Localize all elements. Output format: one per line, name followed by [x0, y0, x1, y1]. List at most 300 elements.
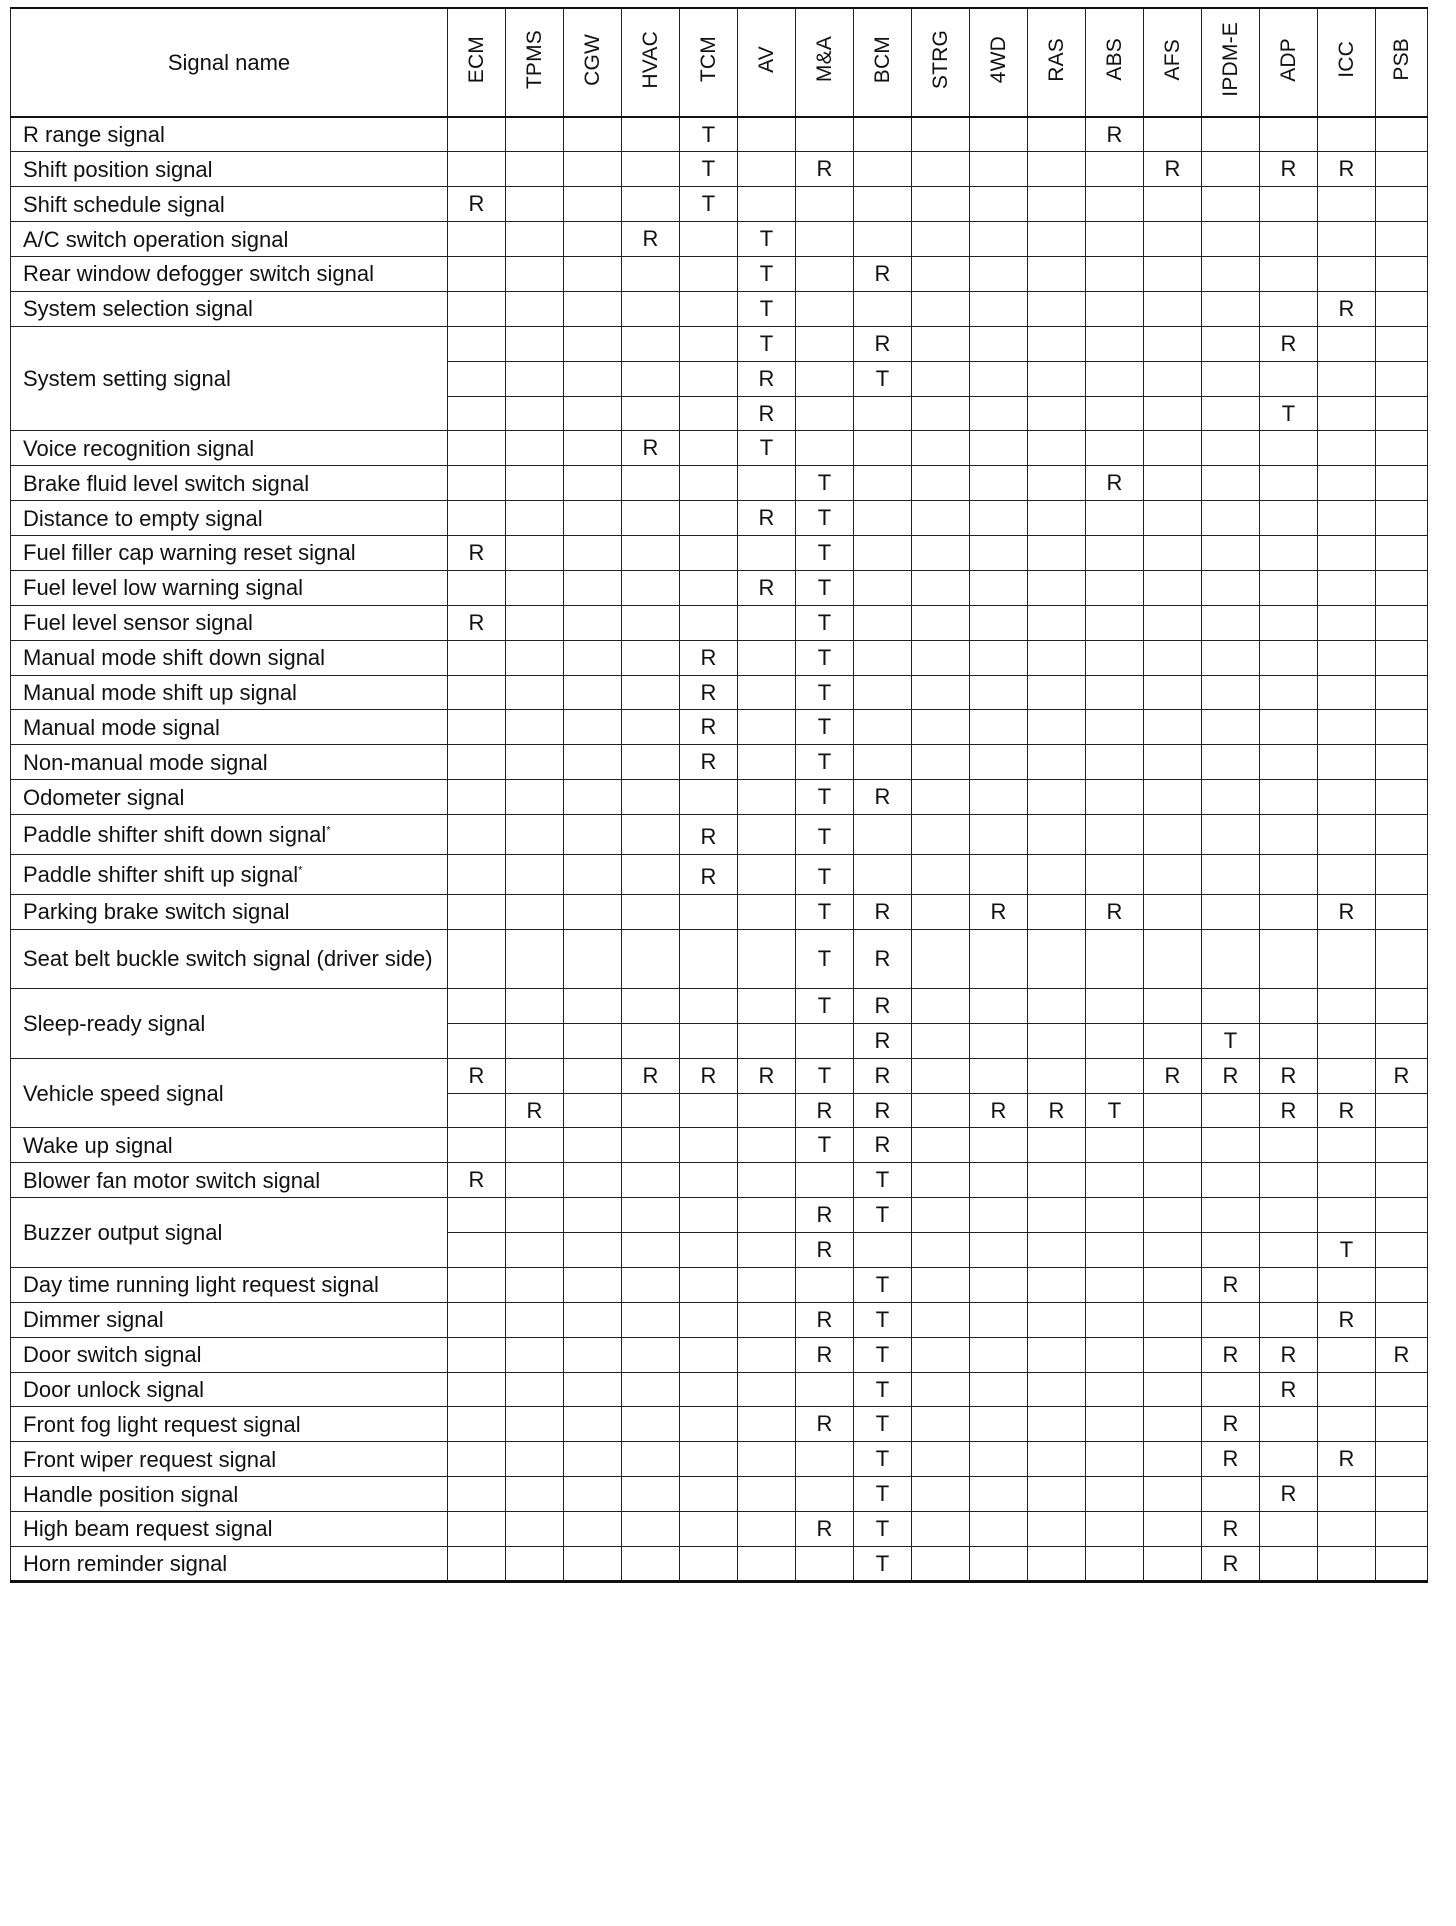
signal-cell — [1028, 1267, 1086, 1302]
signal-cell — [564, 396, 622, 431]
signal-cell — [912, 1477, 970, 1512]
signal-cell — [1318, 431, 1376, 466]
table-row — [11, 855, 1428, 895]
signal-cell — [680, 1233, 738, 1268]
signal-cell — [1028, 605, 1086, 640]
signal-cell — [1260, 1512, 1318, 1547]
signal-cell — [1318, 1477, 1376, 1512]
table-row — [11, 1337, 1428, 1372]
signal-name-cell — [11, 640, 448, 675]
signal-cell — [1028, 326, 1086, 361]
table-row — [11, 675, 1428, 710]
unit-header — [1086, 8, 1144, 117]
signal-cell — [854, 675, 912, 710]
signal-cell: R — [1318, 1442, 1376, 1477]
signal-cell — [796, 291, 854, 326]
signal-cell — [796, 1546, 854, 1581]
signal-cell: R — [1086, 466, 1144, 501]
signal-cell — [564, 1372, 622, 1407]
signal-cell — [680, 257, 738, 292]
table-row — [11, 895, 1428, 930]
signal-cell: R — [1144, 152, 1202, 187]
signal-cell: R — [970, 1093, 1028, 1128]
signal-cell — [1028, 1512, 1086, 1547]
signal-cell: R — [448, 536, 506, 571]
signal-cell — [506, 257, 564, 292]
signal-cell: R — [680, 1058, 738, 1093]
table-row — [11, 117, 1428, 152]
table-row — [11, 222, 1428, 257]
signal-cell — [1202, 1233, 1260, 1268]
signal-cell — [1376, 929, 1428, 988]
signal-name: Non-manual mode signal — [23, 749, 268, 775]
signal-cell: R — [622, 431, 680, 466]
signal-cell — [1318, 222, 1376, 257]
signal-cell: T — [796, 605, 854, 640]
signal-name-cell — [11, 222, 448, 257]
signal-cell — [448, 710, 506, 745]
signal-cell — [738, 466, 796, 501]
unit-header — [1028, 8, 1086, 117]
signal-cell — [1376, 1023, 1428, 1058]
signal-cell — [1260, 745, 1318, 780]
signal-cell — [796, 1267, 854, 1302]
signal-cell: T — [738, 222, 796, 257]
signal-cell — [1086, 745, 1144, 780]
table-row — [11, 605, 1428, 640]
signal-cell — [854, 1233, 912, 1268]
signal-cell — [1144, 536, 1202, 571]
signal-cell: R — [1202, 1267, 1260, 1302]
signal-table — [10, 7, 1428, 1583]
table-row — [11, 291, 1428, 326]
signal-cell — [1144, 675, 1202, 710]
signal-cell — [912, 929, 970, 988]
signal-cell — [564, 855, 622, 895]
signal-cell — [1260, 855, 1318, 895]
signal-cell — [1028, 710, 1086, 745]
signal-cell — [506, 466, 564, 501]
signal-cell — [1144, 745, 1202, 780]
signal-cell — [970, 431, 1028, 466]
signal-cell — [1318, 988, 1376, 1023]
signal-cell: R — [854, 1023, 912, 1058]
signal-cell — [912, 257, 970, 292]
signal-cell — [1376, 361, 1428, 396]
signal-cell: T — [1318, 1233, 1376, 1268]
signal-cell — [912, 152, 970, 187]
signal-name: Odometer signal — [23, 784, 185, 810]
signal-name: Paddle shifter shift up signal — [23, 862, 299, 887]
signal-name: Brake fluid level switch signal — [23, 470, 310, 496]
signal-cell — [1260, 1546, 1318, 1581]
signal-cell — [796, 1477, 854, 1512]
signal-cell — [1376, 745, 1428, 780]
signal-cell — [1028, 501, 1086, 536]
table-row — [11, 570, 1428, 605]
signal-cell — [448, 1337, 506, 1372]
signal-cell — [912, 466, 970, 501]
signal-cell — [506, 1302, 564, 1337]
signal-cell — [1086, 1198, 1144, 1233]
signal-cell — [796, 396, 854, 431]
signal-cell — [912, 187, 970, 222]
signal-cell — [912, 605, 970, 640]
signal-cell — [912, 1512, 970, 1547]
signal-cell: T — [796, 855, 854, 895]
signal-cell — [1144, 1407, 1202, 1442]
signal-cell — [506, 1477, 564, 1512]
signal-name: Horn reminder signal — [23, 1550, 228, 1576]
signal-cell — [1086, 431, 1144, 466]
signal-cell: R — [680, 710, 738, 745]
signal-cell — [622, 1023, 680, 1058]
signal-name-cell — [11, 605, 448, 640]
signal-cell — [1260, 640, 1318, 675]
signal-cell — [1086, 222, 1144, 257]
signal-cell — [970, 1163, 1028, 1198]
signal-cell — [448, 929, 506, 988]
signal-cell — [738, 1442, 796, 1477]
signal-cell — [564, 1093, 622, 1128]
signal-cell — [1086, 988, 1144, 1023]
signal-cell: T — [680, 152, 738, 187]
signal-cell: R — [448, 1163, 506, 1198]
signal-cell — [1376, 117, 1428, 152]
signal-cell: R — [796, 1407, 854, 1442]
signal-cell — [1028, 929, 1086, 988]
signal-cell — [912, 1198, 970, 1233]
signal-cell — [622, 1442, 680, 1477]
signal-cell — [1202, 675, 1260, 710]
signal-cell: R — [1318, 1093, 1376, 1128]
signal-cell — [1260, 1233, 1318, 1268]
signal-cell: T — [1086, 1093, 1144, 1128]
signal-name-cell — [11, 988, 448, 1058]
signal-cell — [1028, 1128, 1086, 1163]
signal-name: Parking brake switch signal — [23, 899, 290, 925]
signal-cell — [564, 710, 622, 745]
signal-name-cell — [11, 1512, 448, 1547]
signal-cell — [1086, 187, 1144, 222]
signal-cell — [680, 361, 738, 396]
signal-name: Blower fan motor switch signal — [23, 1167, 321, 1193]
signal-cell — [506, 855, 564, 895]
signal-cell — [1086, 536, 1144, 571]
signal-cell — [622, 780, 680, 815]
unit-header — [680, 8, 738, 117]
signal-cell: T — [796, 780, 854, 815]
signal-cell: R — [738, 361, 796, 396]
signal-cell — [1202, 1198, 1260, 1233]
signal-cell: T — [738, 291, 796, 326]
signal-cell — [448, 1372, 506, 1407]
unit-header — [506, 8, 564, 117]
signal-cell — [1260, 1128, 1318, 1163]
signal-cell — [564, 117, 622, 152]
signal-cell — [854, 815, 912, 855]
signal-cell — [1144, 1128, 1202, 1163]
signal-cell — [970, 1058, 1028, 1093]
signal-cell — [1318, 1267, 1376, 1302]
signal-cell — [680, 1198, 738, 1233]
signal-cell: R — [680, 815, 738, 855]
signal-cell — [448, 675, 506, 710]
signal-cell — [738, 1477, 796, 1512]
signal-cell — [622, 152, 680, 187]
signal-cell — [448, 501, 506, 536]
signal-cell — [1144, 1302, 1202, 1337]
signal-cell: T — [854, 1442, 912, 1477]
signal-cell — [912, 1337, 970, 1372]
signal-name-cell — [11, 466, 448, 501]
signal-cell — [680, 466, 738, 501]
signal-cell — [622, 1233, 680, 1268]
signal-cell — [1318, 396, 1376, 431]
signal-cell — [1028, 640, 1086, 675]
table-row — [11, 326, 1428, 361]
signal-cell: T — [680, 117, 738, 152]
signal-name-cell — [11, 1337, 448, 1372]
signal-cell — [1086, 855, 1144, 895]
signal-cell — [854, 466, 912, 501]
signal-name-cell — [11, 1198, 448, 1268]
signal-cell — [970, 1023, 1028, 1058]
signal-cell — [1202, 780, 1260, 815]
table-row — [11, 1477, 1428, 1512]
signal-cell — [912, 1093, 970, 1128]
signal-cell — [796, 222, 854, 257]
signal-cell — [854, 605, 912, 640]
signal-cell — [448, 291, 506, 326]
signal-cell — [1202, 361, 1260, 396]
signal-cell — [796, 1372, 854, 1407]
signal-cell — [1028, 1546, 1086, 1581]
signal-cell: R — [448, 1058, 506, 1093]
signal-cell — [1086, 1163, 1144, 1198]
signal-cell — [1260, 1407, 1318, 1442]
signal-cell — [854, 187, 912, 222]
signal-cell — [1144, 1442, 1202, 1477]
signal-cell: R — [738, 570, 796, 605]
signal-cell: R — [738, 1058, 796, 1093]
signal-cell — [738, 1546, 796, 1581]
signal-cell — [1202, 1093, 1260, 1128]
signal-cell — [1202, 640, 1260, 675]
signal-cell — [506, 1023, 564, 1058]
signal-cell — [622, 396, 680, 431]
table-row — [11, 745, 1428, 780]
signal-cell — [912, 710, 970, 745]
signal-cell — [1318, 1058, 1376, 1093]
signal-cell — [970, 1477, 1028, 1512]
signal-name: Sleep-ready signal — [23, 1010, 206, 1036]
signal-cell — [970, 1267, 1028, 1302]
signal-cell — [680, 1372, 738, 1407]
signal-cell — [1144, 466, 1202, 501]
signal-cell — [1260, 1163, 1318, 1198]
signal-name: Fuel filler cap warning reset signal — [23, 540, 356, 566]
signal-cell — [912, 988, 970, 1023]
signal-cell — [1260, 187, 1318, 222]
signal-cell — [1086, 1546, 1144, 1581]
table-row — [11, 1546, 1428, 1581]
signal-cell — [1260, 431, 1318, 466]
signal-cell — [970, 152, 1028, 187]
signal-cell — [564, 326, 622, 361]
signal-cell — [1318, 361, 1376, 396]
signal-cell — [1086, 675, 1144, 710]
signal-cell: T — [1260, 396, 1318, 431]
signal-name-cell — [11, 1407, 448, 1442]
table-row — [11, 988, 1428, 1023]
signal-cell — [970, 291, 1028, 326]
table-row — [11, 929, 1428, 988]
signal-cell — [1260, 1267, 1318, 1302]
signal-cell — [564, 187, 622, 222]
signal-cell — [564, 1442, 622, 1477]
signal-cell — [622, 187, 680, 222]
signal-cell — [622, 1093, 680, 1128]
signal-cell — [1202, 396, 1260, 431]
signal-cell — [564, 361, 622, 396]
signal-cell — [1260, 536, 1318, 571]
signal-cell — [1318, 257, 1376, 292]
signal-cell — [448, 152, 506, 187]
signal-cell — [1144, 710, 1202, 745]
signal-cell — [854, 570, 912, 605]
signal-cell — [1376, 675, 1428, 710]
signal-cell — [970, 570, 1028, 605]
signal-cell — [970, 929, 1028, 988]
signal-cell — [796, 1023, 854, 1058]
signal-cell — [1376, 640, 1428, 675]
signal-cell — [1376, 187, 1428, 222]
signal-cell — [506, 815, 564, 855]
signal-cell: R — [680, 855, 738, 895]
signal-cell — [622, 1407, 680, 1442]
signal-name-cell — [11, 570, 448, 605]
signal-cell — [680, 1546, 738, 1581]
signal-cell — [1086, 1233, 1144, 1268]
signal-cell: R — [796, 1512, 854, 1547]
signal-cell — [1144, 326, 1202, 361]
signal-cell — [1028, 466, 1086, 501]
table-row — [11, 710, 1428, 745]
signal-cell — [622, 257, 680, 292]
signal-cell — [854, 152, 912, 187]
unit-header-label: AFS — [1160, 38, 1184, 81]
signal-cell: R — [854, 988, 912, 1023]
signal-cell — [912, 1267, 970, 1302]
signal-cell — [970, 1233, 1028, 1268]
signal-cell — [680, 988, 738, 1023]
signal-cell — [854, 117, 912, 152]
signal-cell — [912, 117, 970, 152]
signal-cell — [506, 1546, 564, 1581]
signal-cell — [912, 855, 970, 895]
signal-name-cell — [11, 855, 448, 895]
signal-cell — [912, 1128, 970, 1163]
signal-cell — [970, 1407, 1028, 1442]
signal-cell: R — [796, 1302, 854, 1337]
signal-name-cell — [11, 895, 448, 930]
signal-cell — [564, 815, 622, 855]
signal-cell — [506, 187, 564, 222]
signal-cell — [622, 745, 680, 780]
signal-cell — [1376, 396, 1428, 431]
signal-cell — [506, 431, 564, 466]
signal-name-cell — [11, 1546, 448, 1581]
signal-cell — [506, 640, 564, 675]
signal-name: System selection signal — [23, 296, 253, 322]
signal-cell — [448, 396, 506, 431]
signal-cell: T — [796, 710, 854, 745]
signal-cell — [1086, 1128, 1144, 1163]
unit-header — [1202, 8, 1260, 117]
signal-cell — [622, 1546, 680, 1581]
signal-cell — [1376, 152, 1428, 187]
signal-cell — [970, 1372, 1028, 1407]
signal-cell — [912, 1233, 970, 1268]
signal-cell — [1086, 361, 1144, 396]
signal-cell — [912, 1302, 970, 1337]
signal-cell — [970, 1337, 1028, 1372]
signal-cell — [564, 1267, 622, 1302]
signal-cell — [970, 222, 1028, 257]
signal-cell — [1202, 1372, 1260, 1407]
signal-cell — [1144, 501, 1202, 536]
signal-cell — [1376, 1407, 1428, 1442]
signal-cell — [1086, 152, 1144, 187]
signal-name: Handle position signal — [23, 1481, 239, 1507]
signal-cell: T — [854, 1407, 912, 1442]
signal-cell — [1318, 536, 1376, 571]
unit-header-label: TPMS — [522, 29, 546, 90]
signal-cell — [738, 1337, 796, 1372]
signal-cell — [622, 466, 680, 501]
signal-cell: R — [1318, 152, 1376, 187]
signal-cell — [506, 1233, 564, 1268]
signal-cell — [448, 1302, 506, 1337]
signal-cell — [1376, 466, 1428, 501]
signal-cell — [506, 570, 564, 605]
signal-name-cell — [11, 1058, 448, 1128]
signal-cell — [1376, 855, 1428, 895]
signal-cell — [1260, 291, 1318, 326]
signal-cell: R — [854, 895, 912, 930]
signal-cell — [1318, 466, 1376, 501]
signal-cell — [1144, 1023, 1202, 1058]
unit-header — [738, 8, 796, 117]
signal-cell — [854, 431, 912, 466]
signal-cell — [1260, 1023, 1318, 1058]
signal-cell — [506, 780, 564, 815]
signal-cell — [1086, 501, 1144, 536]
signal-name: System setting signal — [23, 366, 231, 392]
signal-cell: R — [1260, 1477, 1318, 1512]
signal-cell — [1376, 501, 1428, 536]
table-row — [11, 1302, 1428, 1337]
signal-cell — [448, 326, 506, 361]
signal-cell — [970, 710, 1028, 745]
signal-name: Shift position signal — [23, 156, 213, 182]
signal-cell — [564, 1302, 622, 1337]
signal-cell — [1376, 895, 1428, 930]
signal-cell — [1376, 1163, 1428, 1198]
signal-cell — [1028, 1442, 1086, 1477]
signal-cell — [912, 780, 970, 815]
